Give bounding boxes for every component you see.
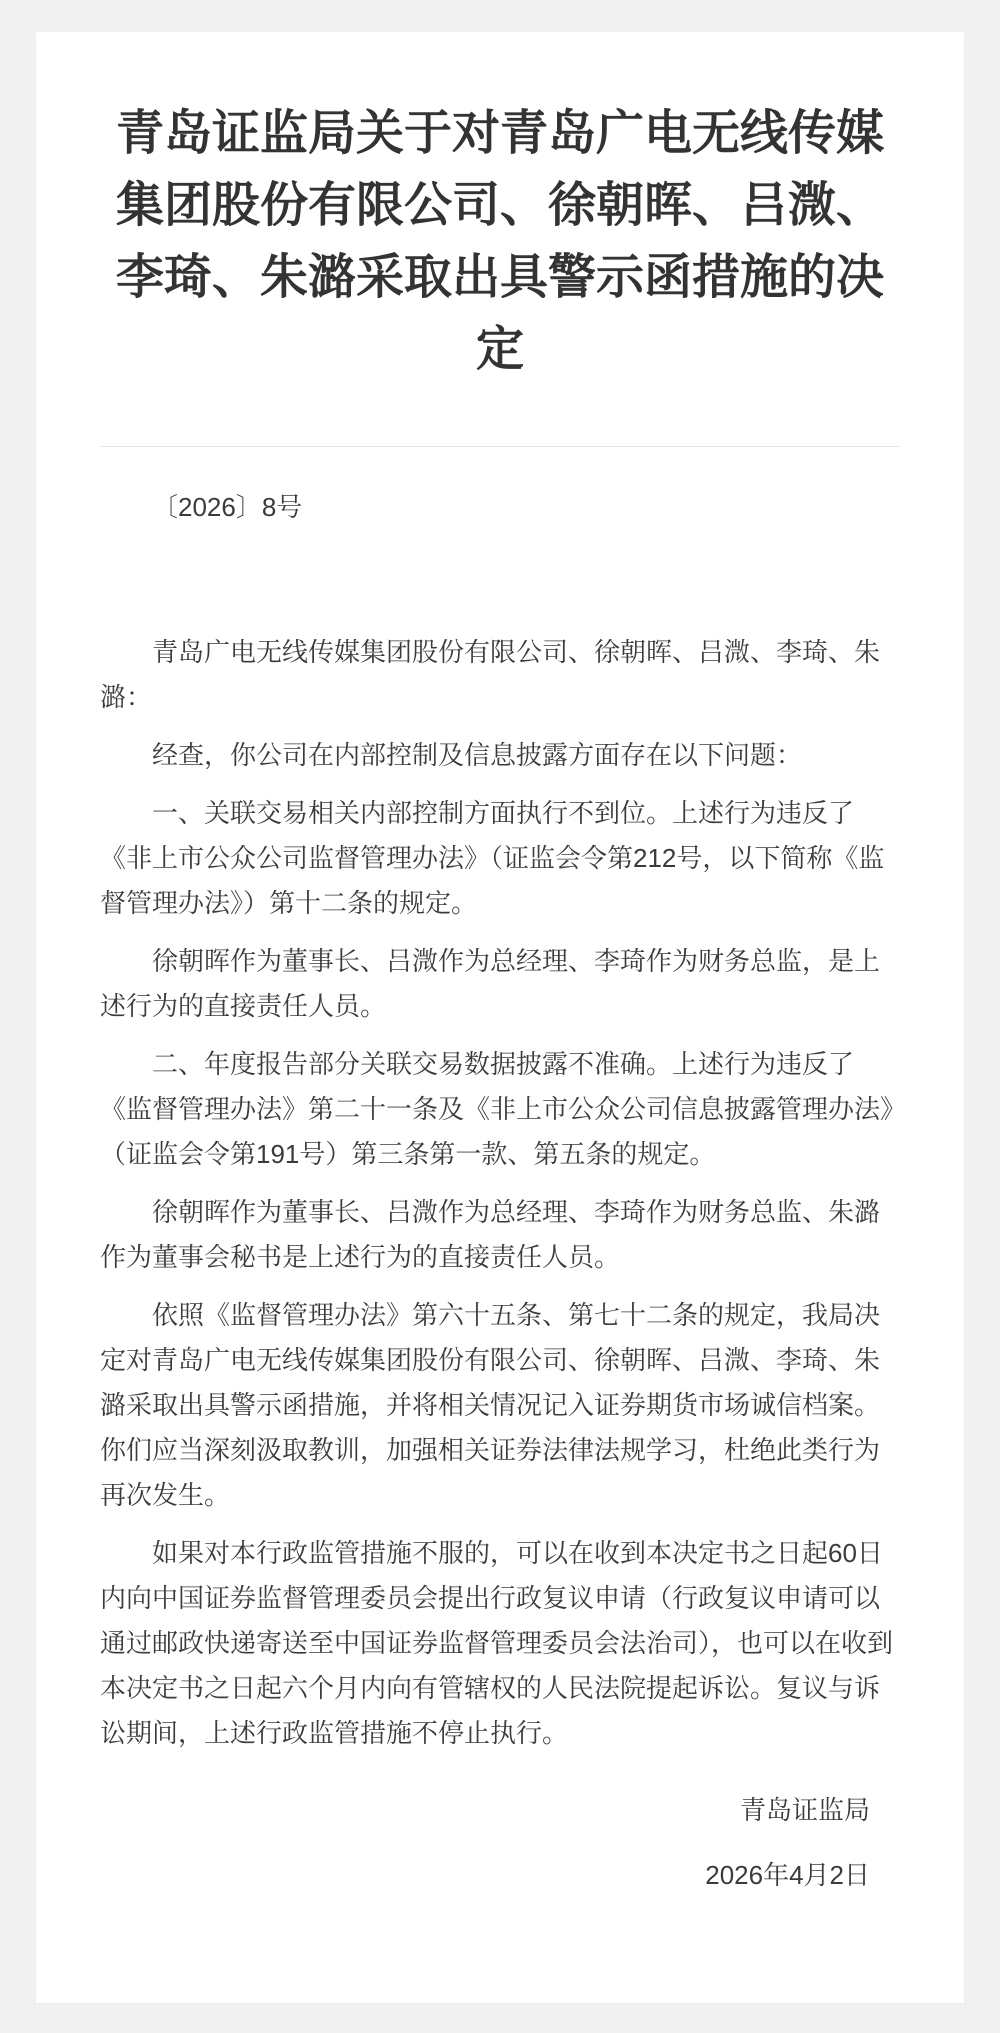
paragraph-issue-2: 二、年度报告部分关联交易数据披露不准确。上述行为违反了《监督管理办法》第二十一条及《非上市公众公司信息披露管理办法》（证监会令第191号）第三条第一款、第五条的规定。: [100, 1049, 894, 1169]
paragraph-intro: 经查，你公司在内部控制及信息披露方面存在以下问题：: [152, 740, 803, 770]
title-divider: [100, 446, 900, 447]
paragraph-issue-1: 一、关联交易相关内部控制方面执行不到位。上述行为违反了《非上市公众公司监督管理办法》（证监会令第212号，以下简称《监督管理办法》）第十二条的规定。: [100, 798, 885, 918]
document-body: [100, 630, 900, 1756]
document-card: [36, 32, 964, 2003]
page-title: 青岛证监局关于对青岛广电无线传媒集团股份有限公司、徐朝晖、吕溦、李琦、朱潞采取出具警示函措施的决定: [115, 107, 884, 376]
signature-block: [100, 1788, 900, 1898]
paragraph-decision: 依照《监督管理办法》第六十五条、第七十二条的规定，我局决定对青岛广电无线传媒集团股份有限公司、徐朝晖、吕溦、李琦、朱潞采取出具警示函措施，并将相关情况记入证券期货市场诚信档案。你们应当深刻汲取教训，加强相关证券法律法规学习，杜绝此类行为再次发生。: [100, 1300, 881, 1510]
paragraph-salutation: 青岛广电无线传媒集团股份有限公司、徐朝晖、吕溦、李琦、朱潞：: [100, 637, 881, 712]
paragraph-appeal-rights: 如果对本行政监管措施不服的，可以在收到本决定书之日起60日内向中国证券监督管理委员会提出行政复议申请（行政复议申请可以通过邮政快递寄送至中国证券监督管理委员会法治司），也可以在收到本决定书之日起六个月内向有管辖权的人民法院提起诉讼。复议与诉讼期间，上述行政监管措施不停止执行。: [100, 1538, 894, 1748]
paragraph-issue-1-responsible: 徐朝晖作为董事长、吕溦作为总经理、李琦作为财务总监，是上述行为的直接责任人员。: [100, 946, 881, 1021]
paragraph-issue-2-responsible: 徐朝晖作为董事长、吕溦作为总经理、李琦作为财务总监、朱潞作为董事会秘书是上述行为的直接责任人员。: [100, 1197, 881, 1272]
doc-number: 〔2026〕8号: [152, 492, 303, 522]
signature-org: 青岛证监局: [739, 1795, 870, 1825]
signature-date: 2026年4月2日: [705, 1860, 870, 1890]
